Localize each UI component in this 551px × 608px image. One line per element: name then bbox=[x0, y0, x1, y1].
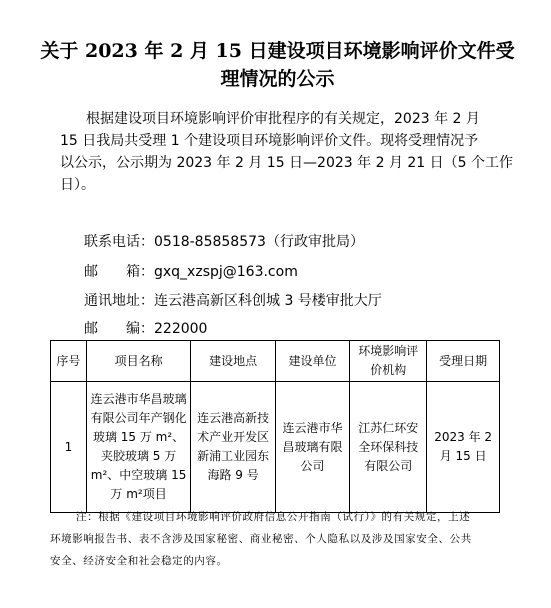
contact-address bbox=[84, 291, 382, 311]
title-line-1: 关于 2023 年 2 月 15 日建设项目环境影响评价文件受 bbox=[40, 40, 515, 62]
header-project-name: 项目名称 bbox=[86, 341, 190, 382]
header-location: 建设地点 bbox=[191, 341, 276, 382]
header-date: 受理日期 bbox=[427, 341, 500, 382]
cell-seq: 1 bbox=[51, 382, 87, 513]
paragraph-line-1: 根据建设项目环境影响评价审批程序的有关规定，2023 年 2 月 bbox=[86, 111, 480, 127]
phone-value: 0518-85858573（行政审批局） bbox=[154, 234, 364, 250]
address-value: 连云港高新区科创城 3 号楼审批大厅 bbox=[154, 293, 382, 309]
address-label: 通讯地址： bbox=[84, 293, 154, 309]
contact-phone bbox=[84, 232, 364, 252]
cell-location: 连云港高新技术产业开发区新浦工业园东海路 9 号 bbox=[191, 382, 276, 513]
contact-email bbox=[84, 262, 298, 282]
title-line-2: 理情况的公示 bbox=[220, 68, 335, 90]
footnote bbox=[50, 506, 510, 572]
email-label: 邮 箱： bbox=[84, 264, 154, 280]
cell-date: 2023 年 2 月 15 日 bbox=[427, 382, 500, 513]
header-seq: 序号 bbox=[51, 341, 87, 382]
note-line-3: 安全、经济安全和社会稳定的内容。 bbox=[50, 555, 228, 567]
cell-unit: 连云港市华昌玻璃有限公司 bbox=[275, 382, 349, 513]
table-header-row bbox=[51, 341, 500, 382]
paragraph-line-4: 日）。 bbox=[60, 177, 95, 193]
note-line-1: 注：根据《建设项目环境影响评价政府信息公开指南（试行）》的有关规定，上述 bbox=[76, 511, 471, 523]
postcode-value: 222000 bbox=[154, 321, 208, 337]
cell-project-name: 连云港市华昌玻璃有限公司年产钢化玻璃 15 万 m²、夹胶玻璃 5 万 m²、中空玻璃 15 万 m²项目 bbox=[86, 382, 190, 513]
postcode-label: 邮 编： bbox=[84, 321, 154, 337]
paragraph-line-3: 以公示，公示期为 2023 年 2 月 15 日—2023 年 2 月 21 日（5 个工作 bbox=[60, 155, 514, 171]
intro-paragraph bbox=[60, 108, 515, 196]
header-agency: 环境影响评价机构 bbox=[350, 341, 427, 382]
cell-agency: 江苏仁环安全环保科技有限公司 bbox=[350, 382, 427, 513]
acceptance-table bbox=[50, 340, 500, 513]
phone-label: 联系电话： bbox=[84, 234, 154, 250]
contact-postcode bbox=[84, 319, 207, 339]
email-value[interactable]: gxq_xzspj@163.com bbox=[154, 264, 298, 280]
note-line-2: 环境影响报告书、表不含涉及国家秘密、商业秘密、个人隐私以及涉及国家安全、公共 bbox=[50, 533, 472, 545]
paragraph-line-2: 15 日我局共受理 1 个建设项目环境影响评价文件。现将受理情况予 bbox=[60, 133, 479, 149]
table-row bbox=[51, 382, 500, 513]
header-unit: 建设单位 bbox=[275, 341, 349, 382]
